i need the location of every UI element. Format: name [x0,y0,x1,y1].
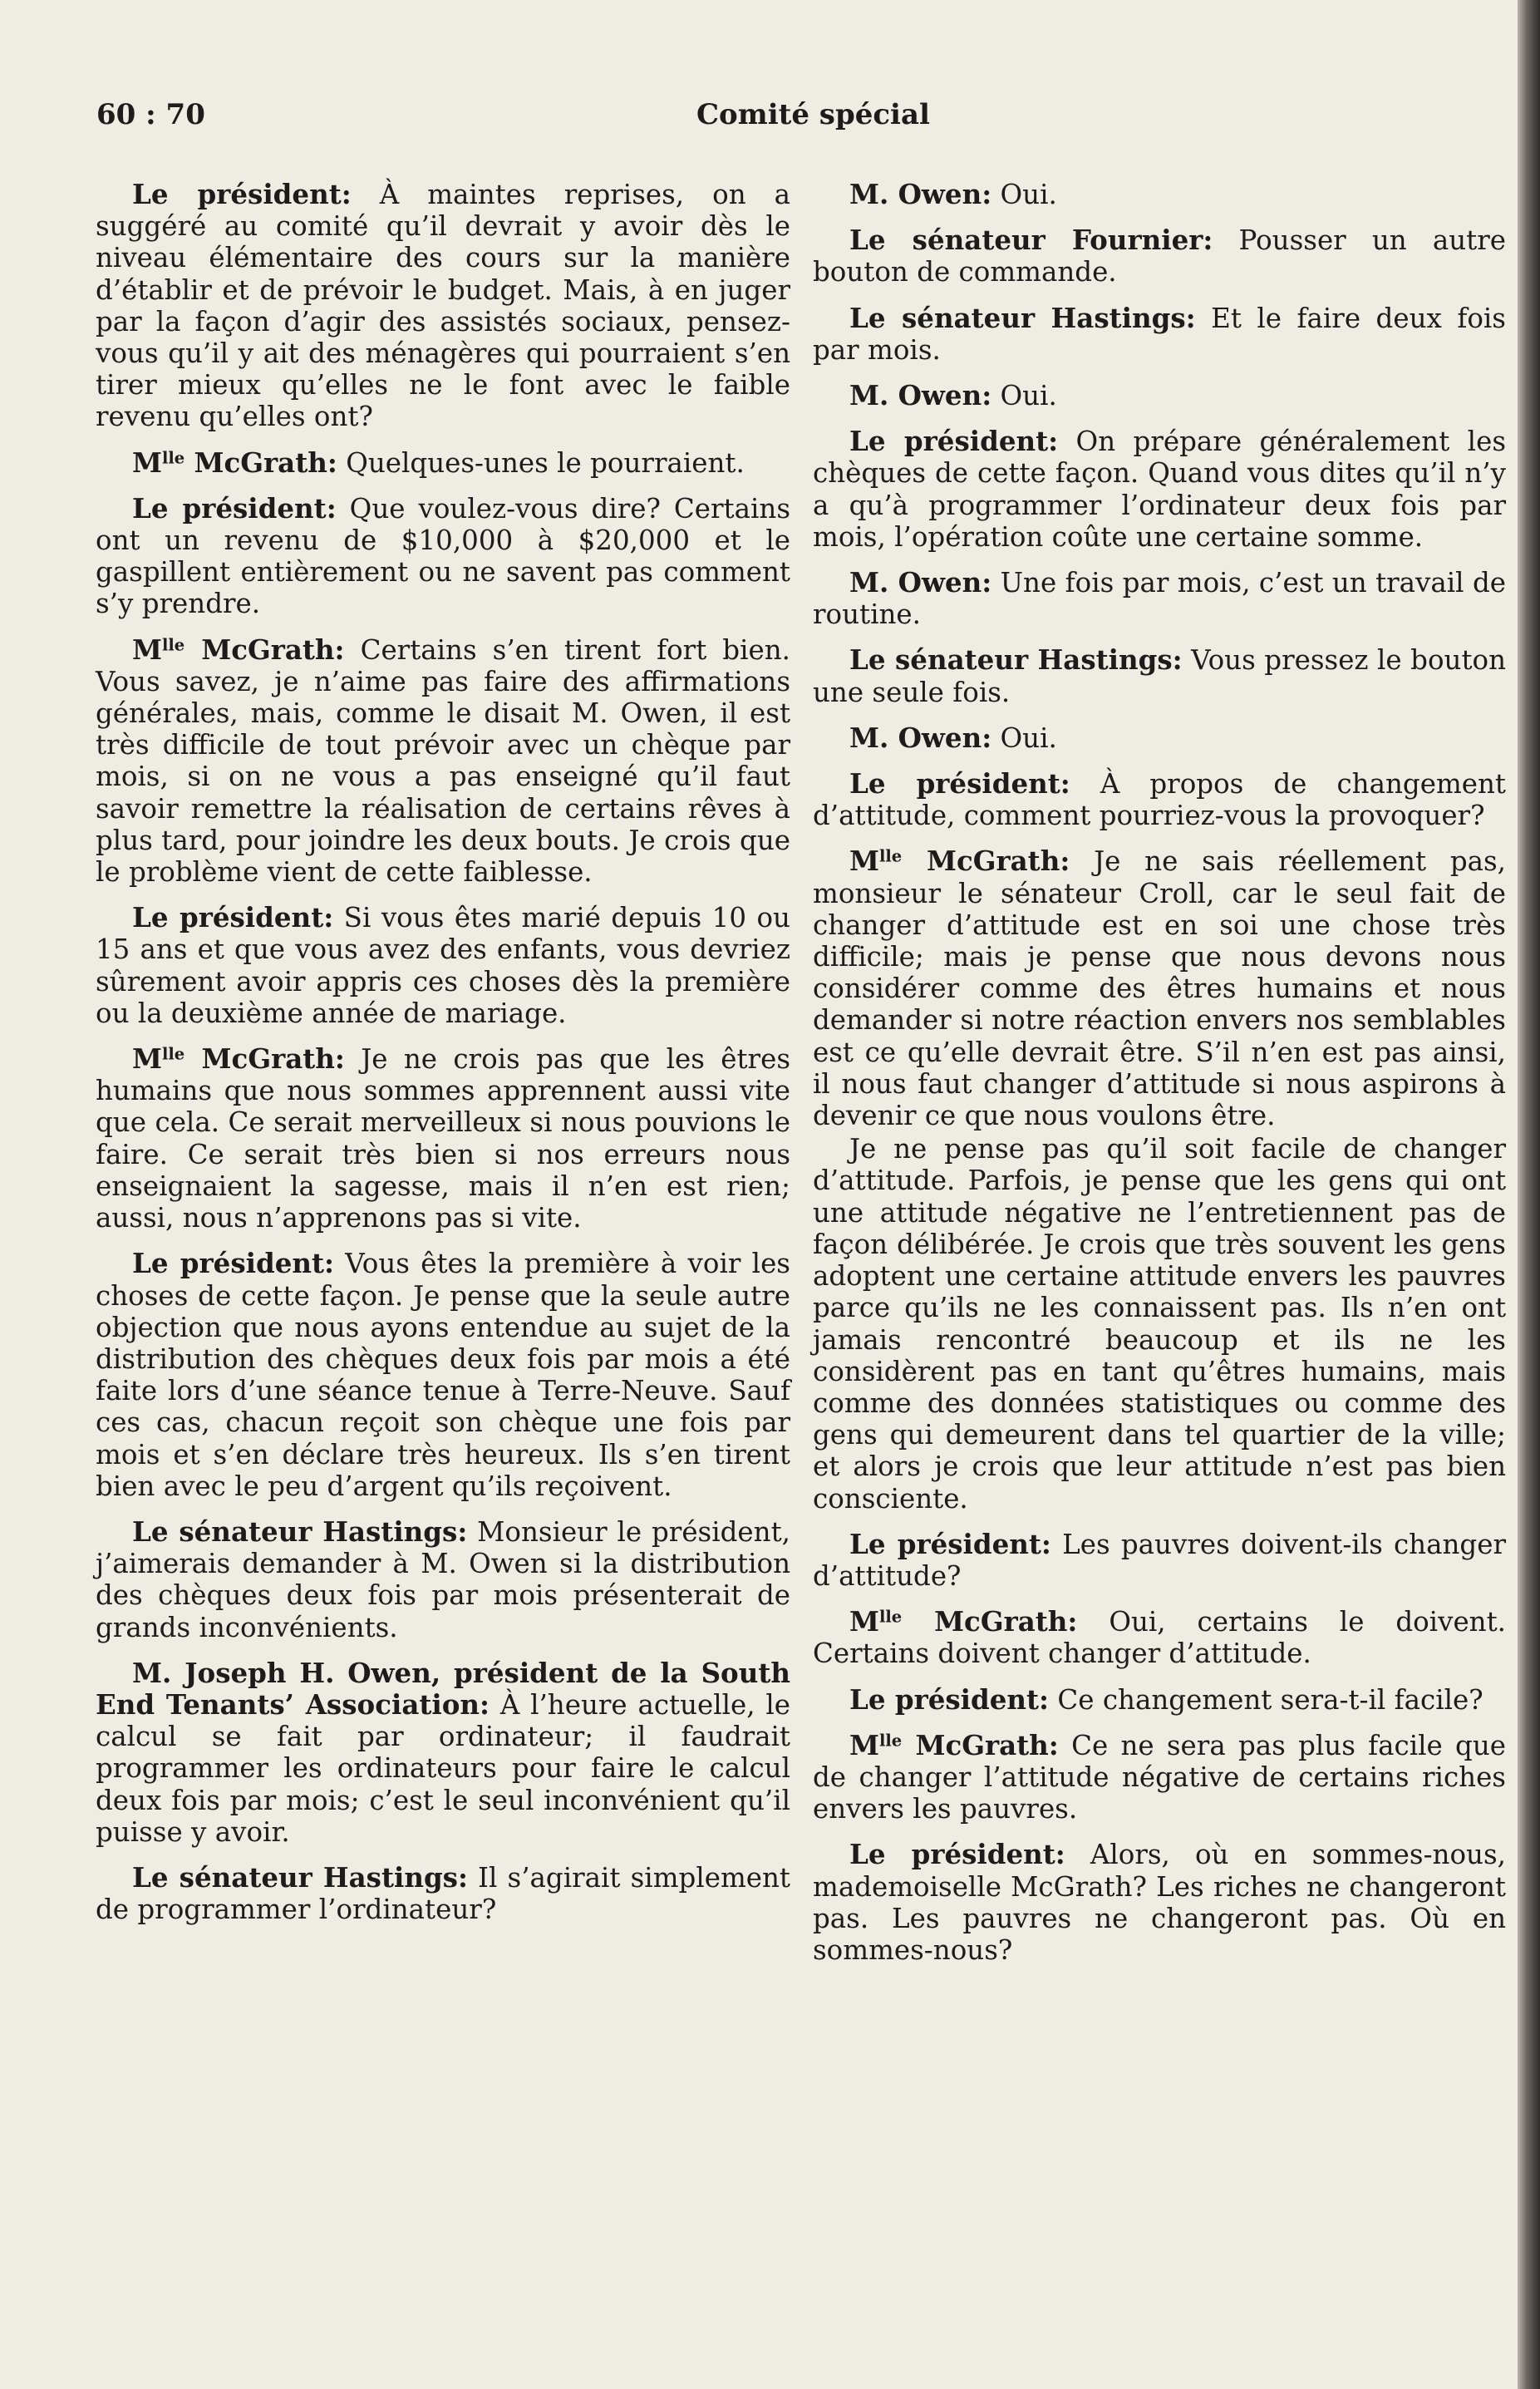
transcript-paragraph [813,426,1506,553]
speaker-name-part: M [132,1042,162,1076]
speech-text: Il s’agirait simplement de programmer l’ordinateur? [96,1861,790,1926]
speaker-name [849,302,1196,334]
speaker-name-part: M [849,1605,879,1638]
speaker-name-part: M. Joseph H. Owen, président de la South End Tenants’ Association: [96,1656,790,1721]
speaker-name [849,566,991,598]
speaker-name-part: Le président: [132,491,337,525]
speech-text: Alors, où en sommes-nous, mademoiselle McGrath? Les riches ne changeront pas. Les pauvres ne changeront pas. Où en sommes-nous? [813,1839,1506,1966]
transcript-paragraph [813,845,1506,1131]
speaker-name-part: Le président: [132,178,352,210]
transcript-paragraph [96,634,790,889]
speaker-name-part: Le président: [132,1247,335,1280]
transcript-paragraph [96,1516,790,1643]
transcript-paragraph [813,567,1506,630]
transcript-paragraph [813,179,1506,210]
speaker-name [132,1247,334,1279]
speaker-name [132,1515,467,1548]
speech-text: À propos de changement d’attitude, comment pourriez-vous la provoquer? [813,768,1506,832]
speech-text: On prépare généralement les chèques de cette façon. Quand vous dites qu’il n’y a qu’à programmer l’ordinateur deux fois par mois, l’opération coûte une certaine somme. [813,426,1506,553]
speaker-name [132,178,352,210]
speaker-name-part: Le sénateur Hastings: [132,1860,468,1894]
speaker-name [132,492,337,525]
speech-text: Je ne crois pas que les êtres humains que nous sommes apprennent aussi vite que cela. Ce serait merveilleux si nous pouvions le faire. Ce serait très bien si nos erreurs nous enseignaient la sagesse, mais il n’en est rien; aussi, nous n’apprenons pas si vite. [96,1043,790,1234]
transcript-paragraph [813,1730,1506,1825]
transcript-paragraph [96,179,790,433]
speaker-name [849,845,1070,877]
speech-text: Monsieur le président, j’aimerais demander à M. Owen si la distribution des chèques deux fois par mois présenterait de grands inconvénients. [96,1515,790,1643]
speaker-name [132,1042,345,1075]
speaker-name [849,1528,1051,1560]
speech-text: Une fois par mois, c’est un travail de routine. [813,567,1507,631]
transcript-paragraph [96,902,790,1029]
speaker-name-part: M [132,446,162,479]
speaker-name-part: Le sénateur Fournier: [849,224,1213,257]
speaker-title-superscript: lle [161,1044,185,1064]
speaker-name [849,1838,1065,1870]
speech-text: À l’heure actuelle, le calcul se fait par ordinateur; il faudrait programmer les ordinateurs pour faire le calcul deux fois par mois; c’est le seul inconvénient qu’il puisse y avoir. [96,1688,791,1848]
page-header [0,98,1518,148]
speaker-name-part: M. Owen: [849,566,992,599]
speech-text: Ce changement sera-t-il facile? [1049,1683,1483,1716]
speaker-name [849,643,1183,676]
speech-text: Oui, certains le doivent. Certains doivent changer d’attitude. [813,1606,1506,1670]
speaker-name-part: Le sénateur Hastings: [849,643,1183,677]
speaker-name [849,1605,1077,1638]
transcript-paragraph [813,1684,1506,1716]
speaker-name-part: McGrath: [902,845,1070,878]
speaker-name-part: M [849,845,879,878]
transcript-paragraph [96,1248,790,1502]
speaker-name-part: Le président: [849,1682,1050,1716]
speaker-name [132,446,337,479]
speaker-name [849,379,991,411]
transcript-paragraph [813,644,1506,707]
speaker-name-part: McGrath: [902,1605,1078,1638]
right-column [813,179,1506,1980]
speech-text: Les pauvres doivent-ils changer d’attitude? [813,1528,1506,1592]
transcript-paragraph [813,1606,1506,1669]
speech-text: Ce ne sera pas plus facile que de changer l’attitude négative de certains riches envers les pauvres. [813,1729,1507,1825]
speech-text: Quelques-unes le pourraient. [337,446,745,479]
speech-text: Vous pressez le bouton une seule fois. [813,644,1506,708]
speech-text: Oui. [991,380,1057,412]
speaker-name-part: M. Owen: [849,379,992,412]
speaker-name-part: M [849,1728,879,1761]
speaker-name [132,633,345,666]
transcript-paragraph [96,447,790,479]
transcript-paragraph [96,1658,790,1848]
speaker-name [849,425,1058,457]
speech-text: Que voulez-vous dire? Certains ont un revenu de $10,000 à $20,000 et le gaspillent entièrement ou ne savent pas comment s’y prendre. [96,492,790,620]
speaker-name [849,1729,1059,1761]
speaker-name [849,767,1070,800]
speaker-title-superscript: lle [878,846,903,866]
transcript-paragraph [813,768,1506,831]
speaker-name-part: Le sénateur Hastings: [132,1515,468,1548]
page-edge-shadow [1518,0,1540,2389]
transcript-paragraph [813,303,1506,366]
speaker-title-superscript: lle [878,1731,903,1751]
speech-text: Je ne sais réellement pas, monsieur le sénateur Croll, car le seul fait de changer d’attitude est en soi une chose très difficile; mais je pense que nous devons nous considérer comme des êtres humains et nous demander si notre réaction envers nos semblables est ce qu’elle devrait être. S’il n’en est pas ainsi, il nous faut changer d’attitude si nous aspirons à devenir ce que nous voulons être. [813,845,1507,1132]
speaker-name-part: McGrath: [902,1728,1059,1761]
speaker-name [132,901,333,933]
speaker-name [849,178,991,210]
left-column [96,179,790,1939]
speaker-name-part: Le président: [849,1527,1051,1560]
speech-text: Si vous êtes marié depuis 10 ou 15 ans et que vous avez des enfants, vous devriez sûrement avoir appris ces choses dès la première ou la deuxième année de mariage. [96,902,790,1029]
speech-text: Vous êtes la première à voir les choses de cette façon. Je pense que la seule autre objection que nous ayons entendue au sujet de la distribution des chèques deux fois par mois a été faite lors d’une séance tenue à Terre-Neuve. Sauf ces cas, chacun reçoit son chèque une fois par mois et s’en déclare très heureux. Ils s’en tirent bien avec le peu d’argent qu’ils reçoivent. [96,1248,790,1502]
speaker-name-part: M [132,633,162,666]
speaker-name-part: McGrath: [185,633,345,666]
speaker-title-superscript: lle [161,447,185,467]
transcript-paragraph [96,1862,790,1925]
speech-text: Certains s’en tirent fort bien. Vous savez, je n’aime pas faire des affirmations générales, mais, comme le disait M. Owen, il est très difficile de tout prévoir avec un chèque par mois, si on ne vous a pas enseigné qu’il faut savoir remettre la réalisation de certains rêves à plus tard, pour joindre les deux bouts. Je crois que le problème vient de cette faiblesse. [96,633,790,889]
transcript-paragraph [813,380,1506,411]
transcript-paragraph [96,1043,790,1234]
speech-text: Je ne pense pas qu’il soit facile de changer d’attitude. Parfois, je pense que les gens qui ont une attitude négative ne l’entretiennent pas de façon délibérée. Je crois que très souvent les gens adoptent une certaine attitude envers les pauvres parce qu’ils ne les connaissent pas. Ils n’en ont jamais rencontré beaucoup et ils ne les considèrent pas en tant qu’êtres humains, mais comme des données statistiques ou comme des gens qui demeurent dans tel quartier de la ville; et alors je crois que leur attitude n’est pas bien consciente. [813,1133,1506,1515]
speaker-name-part: Le président: [849,425,1059,458]
speaker-name [849,224,1213,256]
speech-text: À maintes reprises, on a suggéré au comité qu’il devrait y avoir dès le niveau élémentaire des cours sur la manière d’établir et de prévoir le budget. Mais, à en juger par la façon d’agir des assistés sociaux, pensez-vous qu’il y ait des ménagères qui pourraient s’en tirer mieux qu’elles ne le font avec le faible revenu qu’elles ont? [96,179,790,433]
speaker-name-part: Le président: [849,767,1070,800]
page-number: 60 : 70 [96,98,205,131]
speaker-name [849,1683,1049,1716]
speaker-name-part: Le président: [849,1838,1065,1871]
speaker-name-part: McGrath: [185,1042,345,1076]
speaker-name [849,722,991,754]
speech-text: Oui. [991,722,1057,754]
transcript-paragraph [813,722,1506,754]
speaker-name [132,1861,468,1894]
transcript-paragraph [813,1133,1506,1514]
speaker-name-part: Le président: [132,901,334,934]
transcript-paragraph [96,493,790,620]
transcript-paragraph [813,1839,1506,1966]
transcript-paragraph [813,224,1506,288]
speech-text: Oui. [991,179,1057,210]
speaker-name-part: M. Owen: [849,178,992,210]
speaker-title-superscript: lle [878,1607,903,1627]
speaker-name-part: M. Owen: [849,721,992,754]
speaker-name-part: McGrath: [185,446,337,479]
speech-text: Et le faire deux fois par mois. [813,302,1506,366]
running-title: Comité spécial [696,98,930,131]
transcript-paragraph [813,1529,1506,1592]
speaker-title-superscript: lle [161,634,185,654]
speech-text: Pousser un autre bouton de commande. [813,224,1506,288]
speaker-name-part: Le sénateur Hastings: [849,301,1196,334]
